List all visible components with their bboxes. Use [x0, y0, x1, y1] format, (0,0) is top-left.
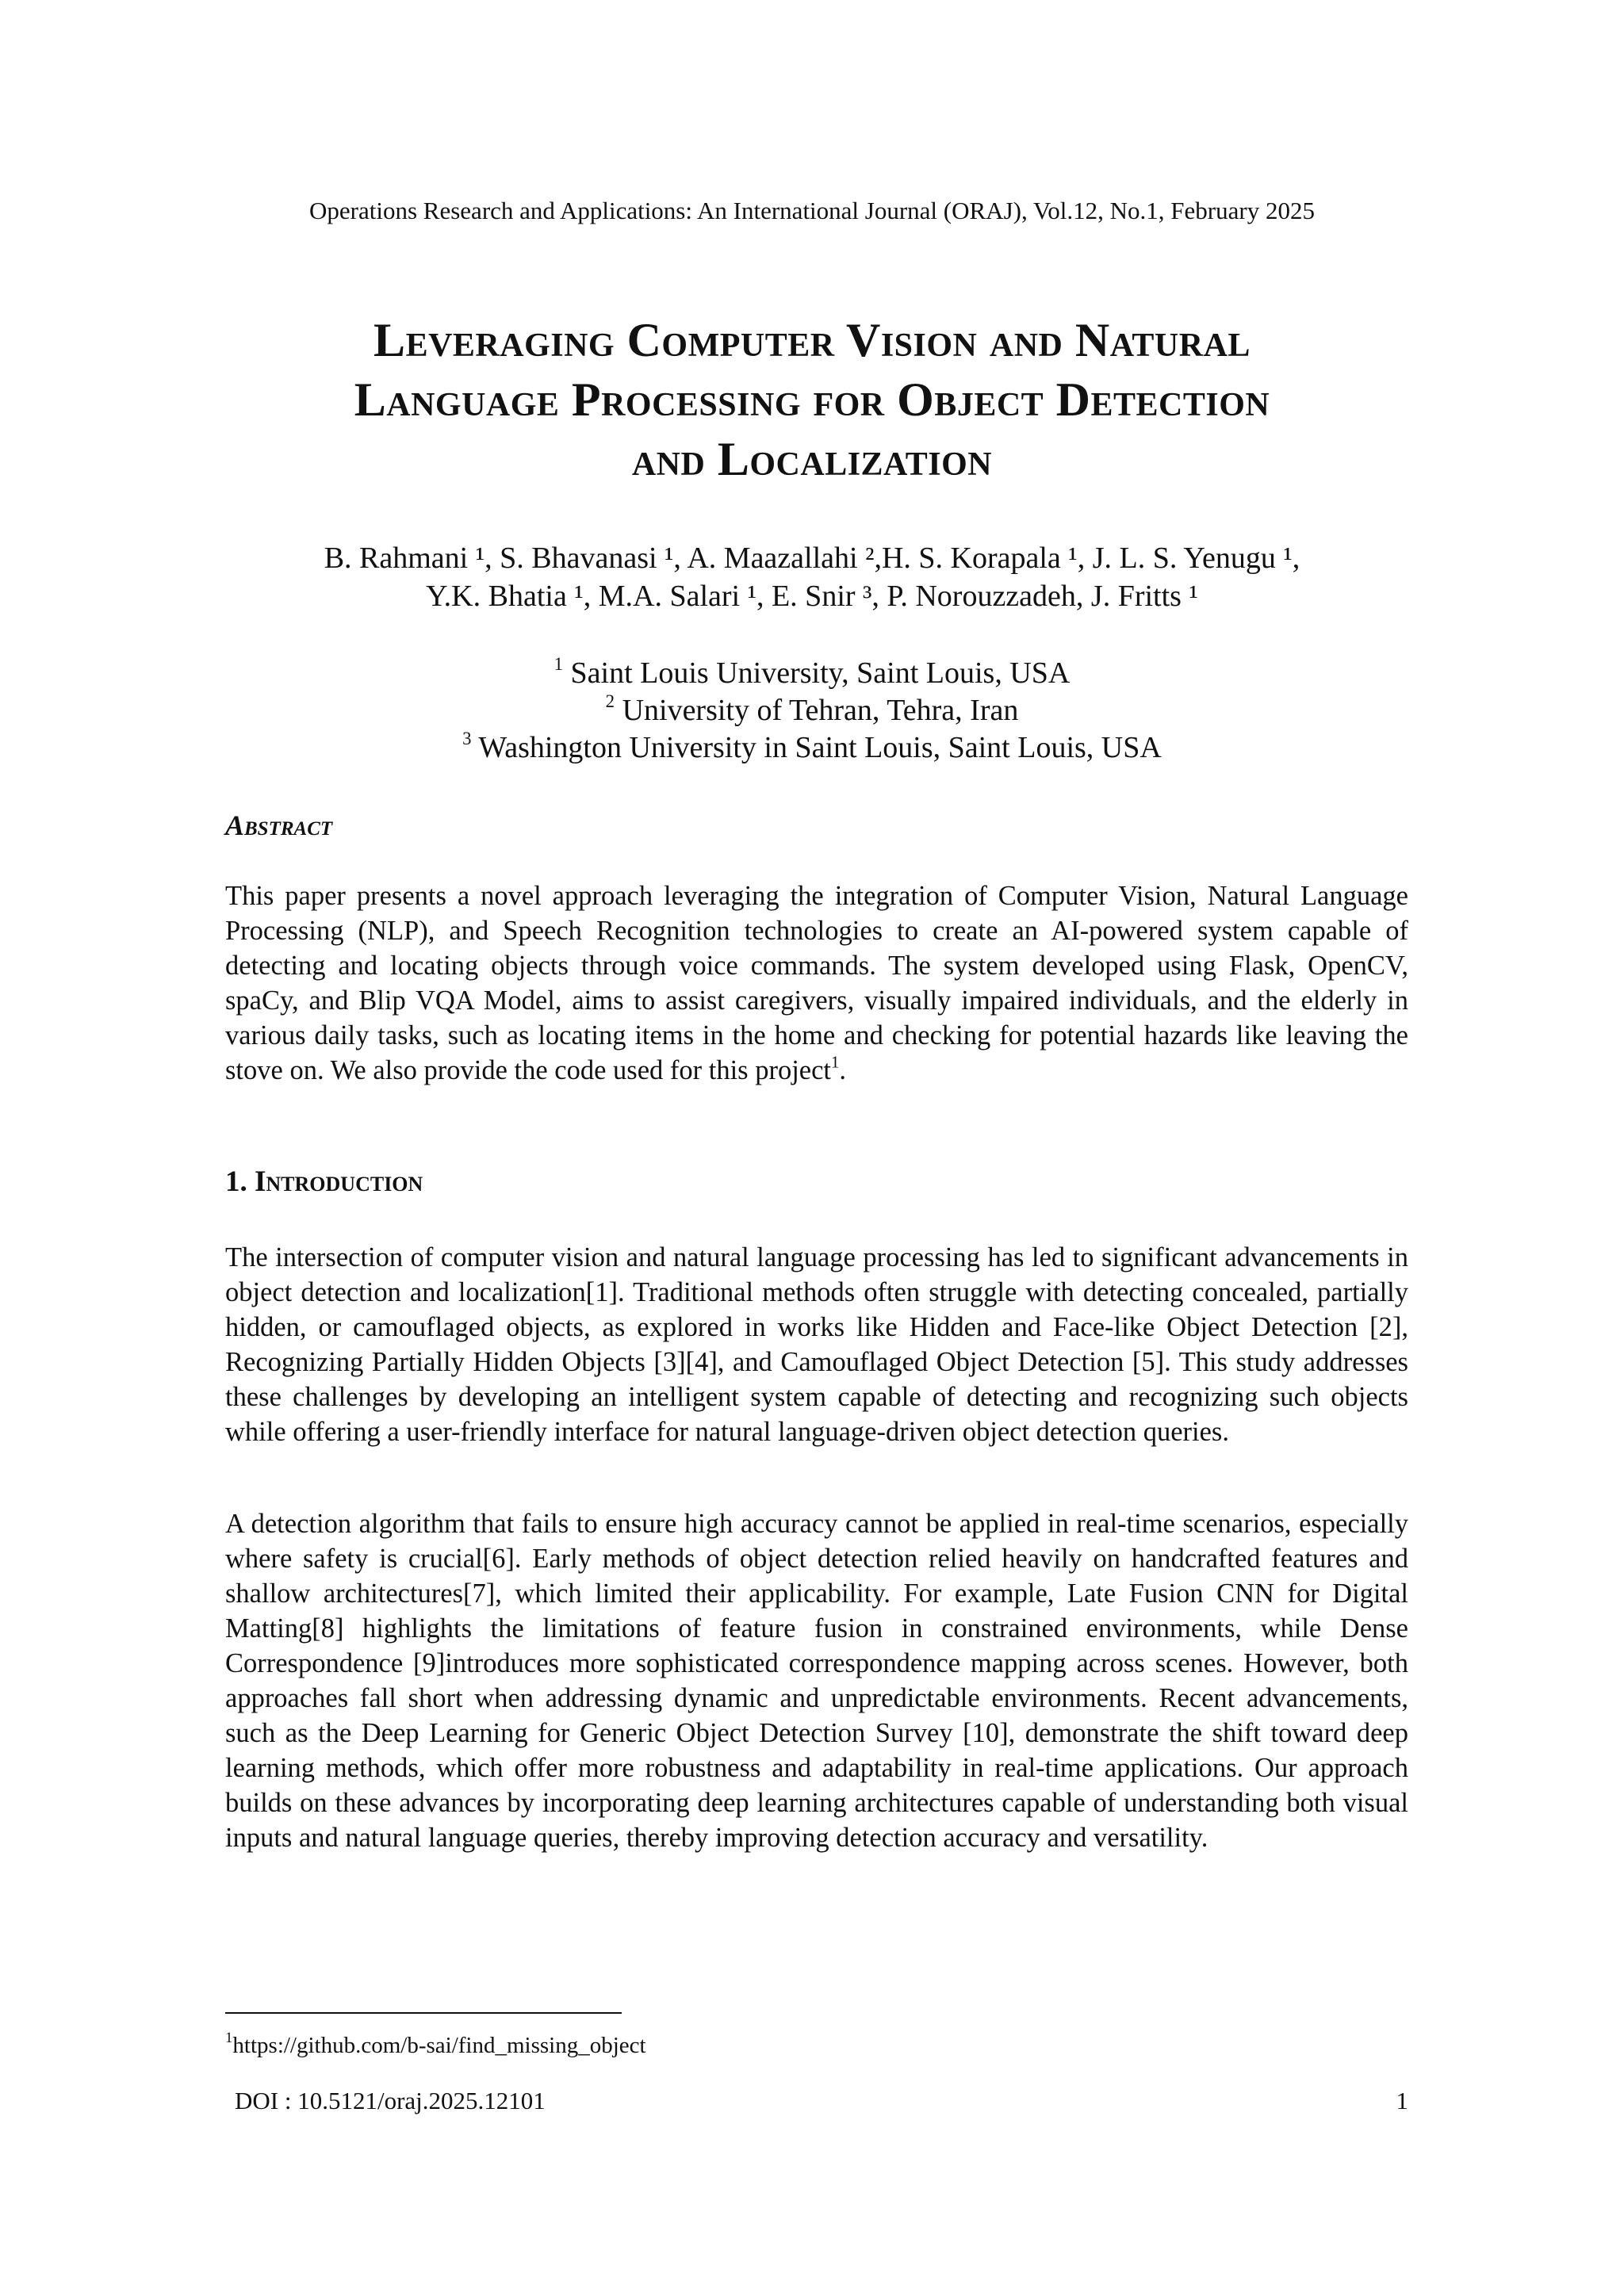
affiliation-item [159, 692, 1465, 729]
intro-paragraph [225, 1240, 1408, 1449]
footnote [225, 2031, 646, 2060]
page-number: 1 [1396, 2087, 1408, 2114]
footnote-mark: 1 [225, 2029, 233, 2046]
paragraph-text: The intersection of computer vision and natural language processing has led to significant advancements in object detection and localization[1]. Traditional methods often struggle with detecting concealed, partially hidden, or camouflaged objects, as explored in works like Hidden and Face-like Object Detection [2], Recognizing Partially Hidden Objects [3][4], and Camouflaged Object Detection [5]. This study addresses these challenges by developing an intelligent system capable of detecting and recognizing such objects while offering a user-friendly interface for natural language-driven object detection queries. [225, 1242, 1408, 1447]
introduction-heading: 1. Introduction [225, 1165, 423, 1198]
title-line: Leveraging Computer Vision and Natural [373, 314, 1251, 366]
affiliations [159, 655, 1465, 767]
abstract-text: This paper presents a novel approach leveraging the integration of Computer Vision, Natural Language Processing (NLP), and Speech Recognition technologies to create an AI-powered system capable of detecting and locating objects through voice commands. The system developed using Flask, OpenCV, spaCy, and Blip VQA Model, aims to assist caregivers, visually impaired individuals, and the elderly in various daily tasks, such as locating items in the home and checking for potential hazards like leaving the stove on. We also provide the code used for this project [225, 881, 1408, 1085]
affiliation-text: University of Tehran, Tehra, Iran [615, 694, 1019, 727]
affiliation-text: Washington University in Saint Louis, Saint Louis, USA [471, 731, 1162, 764]
abstract-paragraph [225, 878, 1408, 1088]
abstract-heading: Abstract [225, 809, 333, 841]
doi-footer: DOI : 10.5121/oraj.2025.12101 [235, 2087, 546, 2114]
affiliation-item [159, 655, 1465, 692]
affiliation-mark: 2 [605, 691, 615, 712]
footnote-divider [225, 2012, 622, 2014]
authors-line: Y.K. Bhatia ¹, M.A. Salari ¹, E. Snir ³, P. Norouzzadeh, J. Fritts ¹ [426, 580, 1198, 613]
abstract-end: . [839, 1055, 846, 1085]
affiliation-text: Saint Louis University, Saint Louis, USA [563, 656, 1071, 690]
abstract-body [225, 878, 1408, 1088]
paper-title [159, 311, 1465, 489]
running-header: Operations Research and Applications: An International Journal (ORAJ), Vol.12, No.1, February 2025 [309, 197, 1315, 224]
authors-line: B. Rahmani ¹, S. Bhavanasi ¹, A. Maazallahi ²,H. S. Korapala ¹, J. L. S. Yenugu ¹, [324, 541, 1300, 575]
author-list [159, 539, 1465, 615]
title-line: and Localization [631, 433, 993, 485]
title-line: Language Processing for Object Detection [354, 373, 1270, 426]
intro-paragraph [225, 1506, 1408, 1855]
footnote-ref[interactable]: 1 [831, 1054, 840, 1072]
affiliation-mark: 1 [553, 654, 564, 675]
affiliation-item [159, 729, 1465, 767]
paragraph-text: A detection algorithm that fails to ensure high accuracy cannot be applied in real-time scenarios, especially where safety is crucial[6]. Early methods of object detection relied heavily on handcrafted features and shallow architectures[7], which limited their applicability. For example, Late Fusion CNN for Digital Matting[8] highlights the limitations of feature fusion in constrained environments, while Dense Correspondence [9]introduces more sophisticated correspondence mapping across scenes. However, both approaches fall short when addressing dynamic and unpredictable environments. Recent advancements, such as the Deep Learning for Generic Object Detection Survey [10], demonstrate the shift toward deep learning methods, which offer more robustness and adaptability in real-time applications. Our approach builds on these advances by incorporating deep learning architectures capable of understanding both visual inputs and natural language queries, thereby improving detection accuracy and versatility. [225, 1509, 1408, 1853]
affiliation-mark: 3 [462, 729, 472, 749]
footnote-link[interactable]: https://github.com/b-sai/find_missing_object [232, 2033, 646, 2058]
